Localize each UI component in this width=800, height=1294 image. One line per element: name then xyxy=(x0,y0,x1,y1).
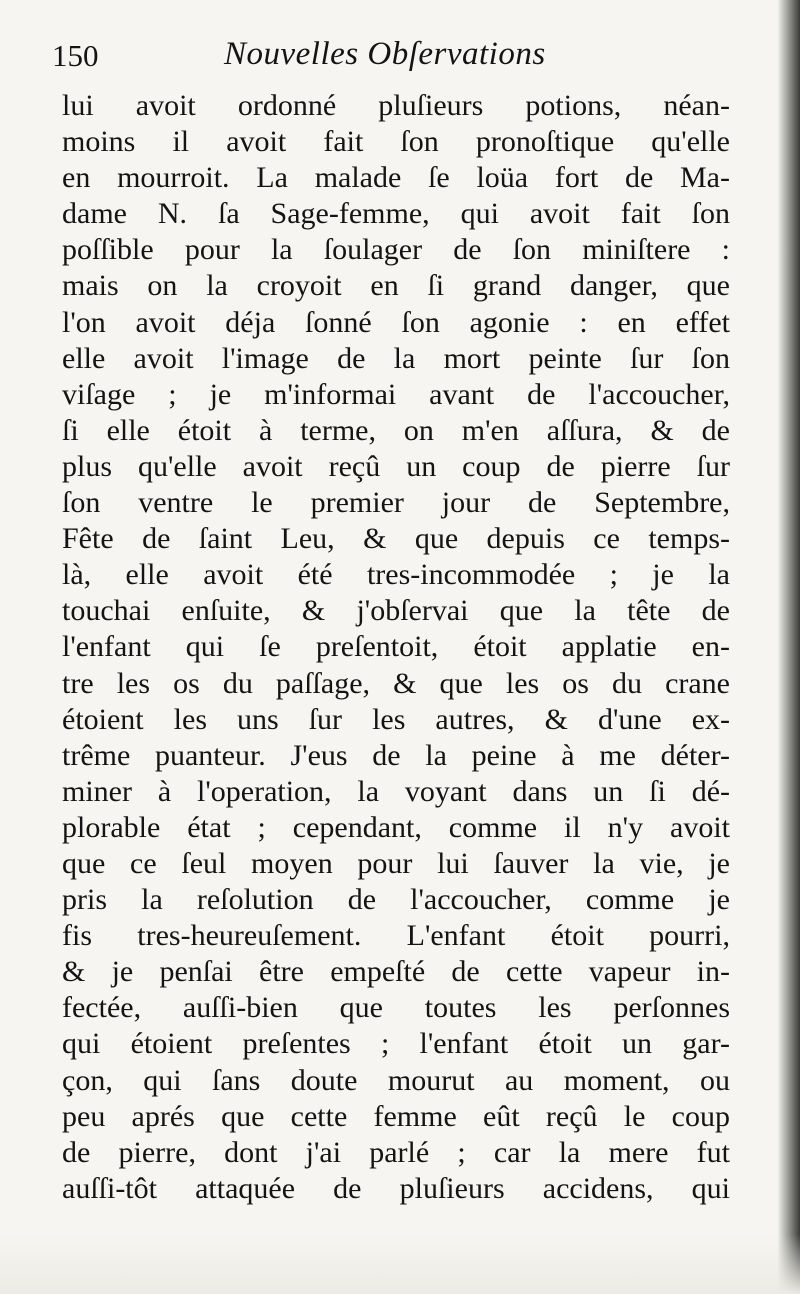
text-line: mais on la croyoit en ſi grand danger, que xyxy=(62,269,730,303)
text-line: étoient les uns ſur les autres, & d'une ex- xyxy=(62,702,730,736)
page-number: 150 xyxy=(52,38,99,73)
text-line: viſage ; je m'informai avant de l'accoucher, xyxy=(62,377,730,411)
text-line: l'on avoit déja ſonné ſon agonie : en effet xyxy=(62,305,730,339)
text-line: lui avoit ordonné pluſieurs potions, néan- xyxy=(62,89,730,122)
text-line: plus qu'elle avoit reçû un coup de pierre ſur xyxy=(62,449,730,483)
text-line: touchai enſuite, & j'obſervai que la tête de xyxy=(62,594,730,628)
page-header xyxy=(52,36,752,86)
text-line: poſſible pour la ſoulager de ſon miniſtere : xyxy=(62,233,730,267)
text-line: plorable état ; cependant, comme il n'y avoit xyxy=(62,810,730,844)
text-line: fis tres-heureuſement. L'enfant étoit pourri, xyxy=(62,919,730,953)
text-line: & je penſai être empeſté de cette vapeur in- xyxy=(62,955,730,989)
text-line: moins il avoit fait ſon pronoſtique qu'elle xyxy=(62,125,730,159)
text-line: auſſi-tôt attaquée de pluſieurs accidens, qui xyxy=(62,1171,730,1205)
text-line: en mourroit. La malade ſe loüa fort de Ma- xyxy=(62,161,730,195)
body-text xyxy=(62,88,730,1207)
running-title: Nouvelles Obſervations xyxy=(224,36,546,72)
text-line: de pierre, dont j'ai parlé ; car la mere fut xyxy=(62,1135,730,1169)
text-line: que ce ſeul moyen pour lui ſauver la vie, je xyxy=(62,846,730,880)
text-line: çon, qui ſans doute mourut au moment, ou xyxy=(62,1063,730,1097)
text-line: tre les os du paſſage, & que les os du crane xyxy=(62,666,730,700)
text-line: trême puanteur. J'eus de la peine à me déter- xyxy=(62,738,730,772)
text-line: fectée, auſſi-bien que toutes les perſonnes xyxy=(62,991,730,1025)
page-bottom-margin xyxy=(0,1234,800,1294)
text-line: dame N. ſa Sage-femme, qui avoit fait ſon xyxy=(62,197,730,231)
text-line: pris la reſolution de l'accoucher, comme je xyxy=(62,883,730,917)
text-line: Fête de ſaint Leu, & que depuis ce temps- xyxy=(62,522,730,556)
text-line: ſi elle étoit à terme, on m'en aſſura, & de xyxy=(62,413,730,447)
text-line: l'enfant qui ſe preſentoit, étoit applatie en- xyxy=(62,630,730,664)
text-line: peu aprés que cette femme eût reçû le coup xyxy=(62,1099,730,1133)
text-line: qui étoient preſentes ; l'enfant étoit un gar- xyxy=(62,1027,730,1061)
page-edge-shadow xyxy=(778,0,800,1294)
text-line: ſon ventre le premier jour de Septembre, xyxy=(62,486,730,520)
text-line: là, elle avoit été tres-incommodée ; je la xyxy=(62,558,730,592)
text-line: elle avoit l'image de la mort peinte ſur ſon xyxy=(62,341,730,375)
text-line: miner à l'operation, la voyant dans un ſi dé- xyxy=(62,774,730,808)
